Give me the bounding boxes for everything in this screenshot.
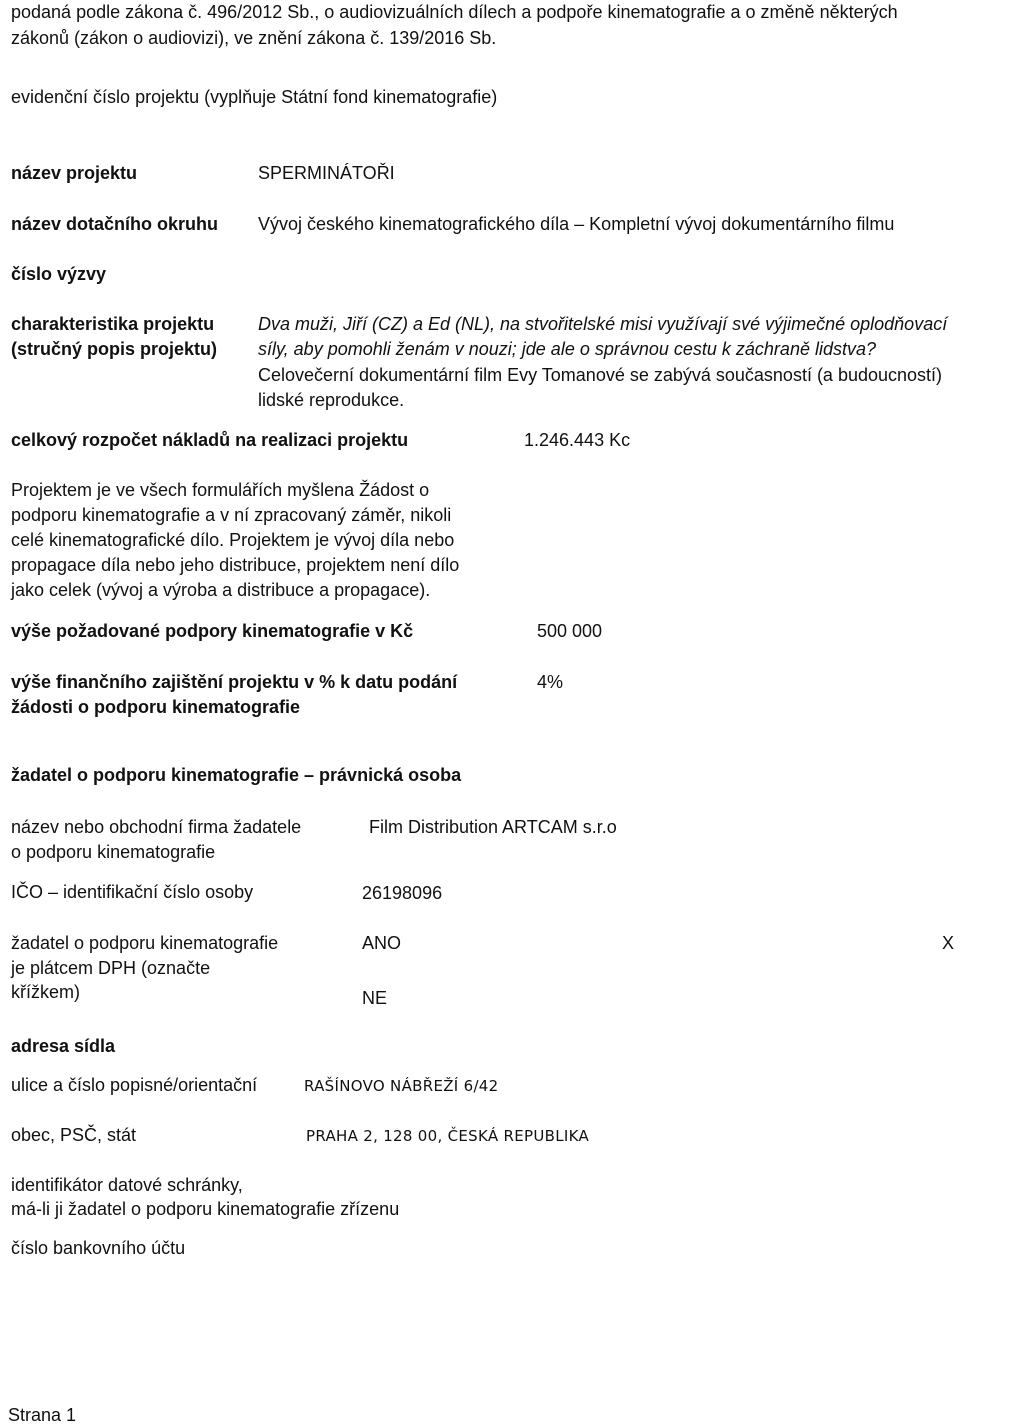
vat-label-2: je plátcem DPH (označte bbox=[11, 958, 211, 978]
financing-value: 4% bbox=[537, 672, 564, 692]
characteristics-line-1: Dva muži, Jiří (CZ) a Ed (NL), na stvořitelské misi využívají své výjimečné oplodňovací bbox=[258, 314, 948, 334]
budget-label: celkový rozpočet nákladů na realizaci projektu bbox=[11, 430, 409, 450]
note-line: jako celek (vývoj a výroba a distribuce a propagace). bbox=[11, 580, 431, 600]
project-name-label: název projektu bbox=[11, 163, 138, 183]
support-label: výše požadované podpory kinematografie v Kč bbox=[11, 621, 414, 641]
vat-label-3: křížkem) bbox=[11, 982, 80, 1002]
program-label: název dotačního okruhu bbox=[11, 214, 219, 234]
address-section-title: adresa sídla bbox=[11, 1036, 116, 1056]
financing-label-1: výše finančního zajištění projektu v % k datu podání bbox=[11, 672, 458, 692]
street-value: RAŠÍNOVO NÁBŘEŽÍ 6/42 bbox=[304, 1077, 499, 1095]
characteristics-label: charakteristika projektu bbox=[11, 314, 215, 334]
ico-value: 26198096 bbox=[362, 883, 443, 903]
street-label: ulice a číslo popisné/orientační bbox=[11, 1075, 258, 1095]
city-label: obec, PSČ, stát bbox=[11, 1125, 137, 1145]
call-number-label: číslo výzvy bbox=[11, 264, 107, 284]
vat-option-yes: ANO bbox=[362, 933, 402, 953]
support-value: 500 000 bbox=[537, 621, 603, 641]
firm-label-1: název nebo obchodní firma žadatele bbox=[11, 817, 302, 837]
ico-label: IČO – identifikační číslo osoby bbox=[11, 882, 254, 902]
bank-account-label: číslo bankovního účtu bbox=[11, 1238, 186, 1258]
databox-label-2: má-li ji žadatel o podporu kinematografie zřízenu bbox=[11, 1199, 400, 1219]
note-line: podporu kinematografie a v ní zpracovaný záměr, nikoli bbox=[11, 505, 452, 525]
note-line: celé kinematografické dílo. Projektem je vývoj díla nebo bbox=[11, 530, 455, 550]
applicant-section-title: žadatel o podporu kinematografie – právnická osoba bbox=[11, 765, 462, 785]
project-name-value: SPERMINÁTOŘI bbox=[258, 163, 395, 183]
page-number: Strana 1 bbox=[8, 1405, 77, 1425]
header-line-1: podaná podle zákona č. 496/2012 Sb., o audiovizuálních dílech a podpoře kinematografie a o změně některých bbox=[11, 2, 898, 22]
characteristics-line-4: lidské reprodukce. bbox=[258, 390, 405, 410]
firm-value: Film Distribution ARTCAM s.r.o bbox=[369, 817, 617, 837]
characteristics-sublabel: (stručný popis projektu) bbox=[11, 339, 218, 359]
header-line-2: zákonů (zákon o audiovizi), ve znění zákona č. 139/2016 Sb. bbox=[11, 28, 497, 48]
city-value: PRAHA 2, 128 00, ČESKÁ REPUBLIKA bbox=[306, 1127, 590, 1145]
characteristics-line-3: Celovečerní dokumentární film Evy Tomanové se zabývá současností (a budoucností) bbox=[258, 365, 943, 385]
databox-label-1: identifikátor datové schránky, bbox=[11, 1175, 243, 1195]
firm-label-2: o podporu kinematografie bbox=[11, 842, 216, 862]
characteristics-line-2: síly, aby pomohli ženám v nouzi; jde ale o správnou cestu k záchraně lidstva? bbox=[258, 339, 876, 359]
budget-value: 1.246.443 Kc bbox=[524, 430, 631, 450]
evidence-number-label: evidenční číslo projektu (vyplňuje Státní fond kinematografie) bbox=[11, 87, 498, 107]
financing-label-2: žádosti o podporu kinematografie bbox=[11, 697, 301, 717]
vat-label-1: žadatel o podporu kinematografie bbox=[11, 933, 279, 953]
note-line: Projektem je ve všech formulářích myšlena Žádost o bbox=[11, 480, 430, 500]
note-line: propagace díla nebo jeho distribuce, projektem není dílo bbox=[11, 555, 460, 575]
program-value: Vývoj českého kinematografického díla – Kompletní vývoj dokumentárního filmu bbox=[258, 214, 895, 234]
vat-option-no: NE bbox=[362, 988, 388, 1008]
vat-checkmark: X bbox=[942, 933, 955, 953]
